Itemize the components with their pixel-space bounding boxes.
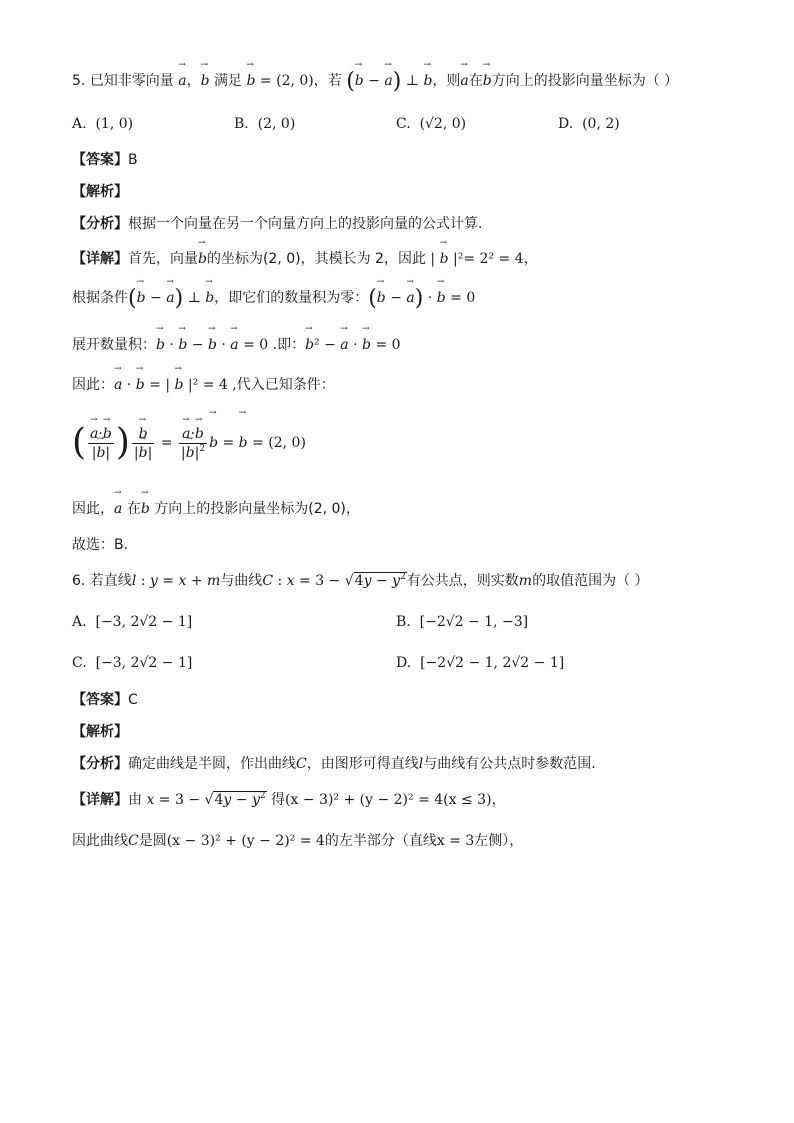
q5-answer: 【答案】B xyxy=(72,152,138,168)
q6-number: 6. xyxy=(72,573,86,589)
q6-stem: 6. 若直线l : y = x + m与曲线C : $x = 3 - √4y - y^2$有公共点，则实数m的取值范围为（ ） xyxy=(72,572,649,589)
q6-detail-1: 【详解】由 $x = 3 - √4y - y^2$ 得(x − 3)² + (y − 2)² = 4(x ≤ 3)， xyxy=(72,791,506,808)
q6-option-b: B. [−2√2 − 1, −3] xyxy=(396,614,529,630)
q6-option-d: D. [−2√2 − 1, 2√2 − 1] xyxy=(396,655,565,671)
q5-number: 5. xyxy=(72,73,86,89)
vector-b: → b xyxy=(201,70,210,92)
q5-analysis-tag: 【解析】 xyxy=(72,184,128,200)
q6-detail-2: 因此曲线C是圆(x − 3)² + (y − 2)² = 4的左半部分（直线x = 3左侧）， xyxy=(72,833,524,849)
q5-detail-3: 展开数量积：→ b · → b − → b · → a = 0 .即：→ b² − → a · → b = 0 xyxy=(72,334,401,356)
q5-detail-2: 根据条件(→ b − → a) ⊥ → b，即它们的数量积为零：(→ b − → a) · → b = 0 xyxy=(72,287,475,310)
q6-option-c: C. [−3, 2√2 − 1] xyxy=(72,655,193,671)
q6-analysis-tag: 【解析】 xyxy=(72,724,128,740)
q5-detail-4: 因此：→ a · → b = | → b |² = 4 ,代入已知条件： xyxy=(72,374,335,396)
q5-fenxi: 【分析】根据一个向量在另一个向量方向上的投影向量的公式计算. xyxy=(72,216,483,232)
q5-option-d: D. (0, 2) xyxy=(558,116,620,132)
q6-fenxi: 【分析】确定曲线是半圆，作出曲线C，由图形可得直线l与曲线有公共点时参数范围. xyxy=(72,756,596,772)
q5-conclusion: 故选：B. xyxy=(72,537,129,553)
q6-option-a: A. [−3, 2√2 − 1] xyxy=(72,614,193,630)
q5-option-b: B. (2, 0) xyxy=(234,116,296,132)
q6-answer: 【答案】C xyxy=(72,692,138,708)
q5-option-a: A. (1, 0) xyxy=(72,116,134,132)
vector-a: → a xyxy=(178,70,186,92)
projection-formula: ( → $\frac{a\cdot\to b}{|\to b|}$ ) → $\frac{b}{|\to b|}$ = → $\frac{a\cdot\to b}{|\to b|^2}$ → b = → b = (2, 0) xyxy=(72,418,306,468)
perp-condition: (→ b − → a) ⊥ → b xyxy=(346,73,432,89)
q5-detail-1: 【详解】首先，向量→ b的坐标为(2, 0)，其模长为 2，因此 | → b |²= 2² = 4， xyxy=(72,248,538,270)
q5-option-c: C. (√2, 0) xyxy=(396,116,467,132)
q5-stem: 5. 已知非零向量 → a，→ b 满足 → b = (2, 0)，若 (→ b − → a) ⊥ → b，则→ a在→ b方向上的投影向量坐标为（ ） xyxy=(72,70,678,93)
q5-detail-6: 因此，→ a 在→ b 方向上的投影向量坐标为(2, 0)， xyxy=(72,498,360,520)
